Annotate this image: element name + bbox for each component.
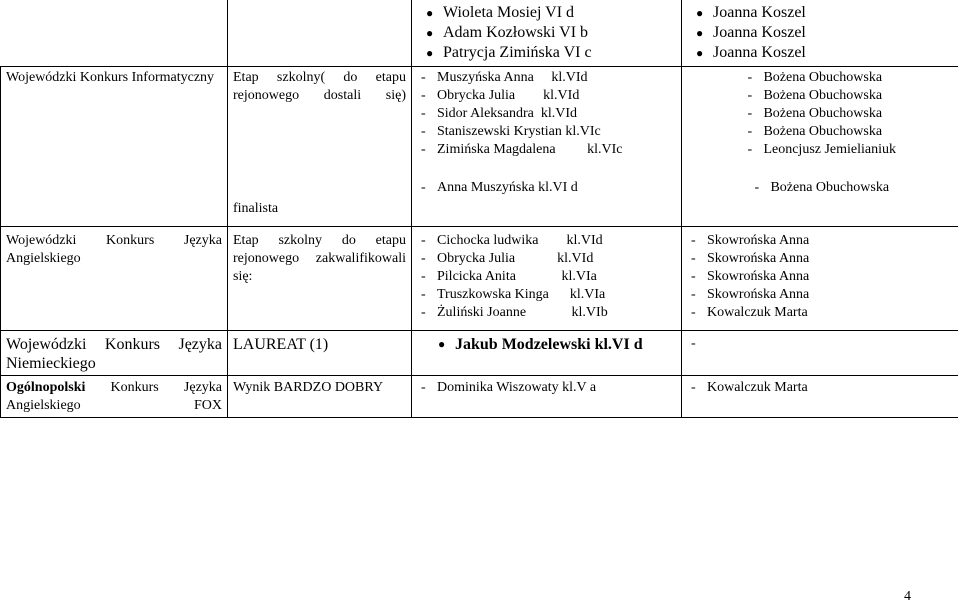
list-item: - Obrycka Julia kl.VId	[417, 250, 676, 268]
table-row	[1, 330, 958, 375]
contest-name: Wojewódzki Konkurs Informatyczny	[1, 66, 228, 170]
table-row	[1, 66, 958, 170]
list-item: - Żuliński Joanne kl.VIb	[417, 304, 676, 322]
table-row	[1, 375, 958, 417]
top-students-cell	[412, 0, 682, 66]
teachers-cell: -	[682, 330, 958, 375]
table-row	[1, 226, 958, 330]
teachers-cell	[682, 375, 958, 417]
students-cell	[412, 226, 682, 330]
stage-cell: LAUREAT (1)	[228, 330, 412, 375]
list-item: - Bożena Obuchowska	[743, 69, 896, 87]
list-item: - Cichocka ludwika kl.VId	[417, 232, 676, 250]
students-cell	[412, 375, 682, 417]
student-name: ● Adam Kozłowski VI b	[417, 23, 676, 43]
stage-cell: Etap szkolny do etapu rejonowego zakwalifikowali się:	[228, 226, 412, 330]
list-item: - Staniszewski Krystian kl.VIc	[417, 123, 676, 141]
list-item: - Anna Muszyńska kl.VI d	[417, 179, 676, 197]
table-row	[1, 170, 958, 226]
list-item: - Bożena Obuchowska	[743, 87, 896, 105]
list-item: - Truszkowska Kinga kl.VIa	[417, 286, 676, 304]
list-item: - Leoncjusz Jemielianiuk	[743, 141, 896, 159]
list-item: - Kowalczuk Marta	[687, 379, 953, 397]
list-item: - Pilcicka Anita kl.VIa	[417, 268, 676, 286]
list-item: ● Jakub Modzelewski kl.VI d	[429, 335, 676, 354]
student-name: ● Patrycja Zimińska VI c	[417, 43, 676, 63]
teacher-name: ● Joanna Koszel	[687, 43, 953, 63]
stage-cell: Etap szkolny( do etapu rejonowego dostali się)	[228, 66, 412, 170]
student-name: ● Wioleta Mosiej VI d	[417, 3, 676, 23]
teacher-name: ● Joanna Koszel	[687, 23, 953, 43]
teachers-cell	[682, 170, 958, 226]
list-item: - Bożena Obuchowska	[743, 105, 896, 123]
students-cell	[412, 170, 682, 226]
contest-name: Wojewódzki Konkurs Języka Niemieckiego	[1, 330, 228, 375]
list-item: - Dominika Wiszowaty kl.V a	[417, 379, 676, 397]
list-item: - Skowrońska Anna	[687, 232, 953, 250]
list-item: - Bożena Obuchowska	[750, 179, 889, 197]
teachers-cell	[682, 226, 958, 330]
list-item: - Skowrońska Anna	[687, 268, 953, 286]
top-teachers-cell	[682, 0, 958, 66]
list-item: - Skowrońska Anna	[687, 250, 953, 268]
list-item: - Skowrońska Anna	[687, 286, 953, 304]
contest-name: Wojewódzki Konkurs Języka Angielskiego	[1, 226, 228, 330]
teachers-cell	[682, 66, 958, 170]
stage-cell: Wynik BARDZO DOBRY	[228, 375, 412, 417]
list-item: - Bożena Obuchowska	[743, 123, 896, 141]
students-cell	[412, 66, 682, 170]
list-item: - Muszyńska Anna kl.VId	[417, 69, 676, 87]
list-item: - Zimińska Magdalena kl.VIc	[417, 141, 676, 159]
list-item: - Obrycka Julia kl.VId	[417, 87, 676, 105]
table-row	[1, 0, 958, 66]
list-item: - Sidor Aleksandra kl.VId	[417, 105, 676, 123]
page-number: 4	[904, 589, 911, 604]
students-cell	[412, 330, 682, 375]
teacher-name: ● Joanna Koszel	[687, 3, 953, 23]
contest-name: Ogólnopolski Konkurs Języka Angielskiego FOX	[1, 375, 228, 417]
stage-cell: finalista	[228, 170, 412, 226]
list-item: - Kowalczuk Marta	[687, 304, 953, 322]
